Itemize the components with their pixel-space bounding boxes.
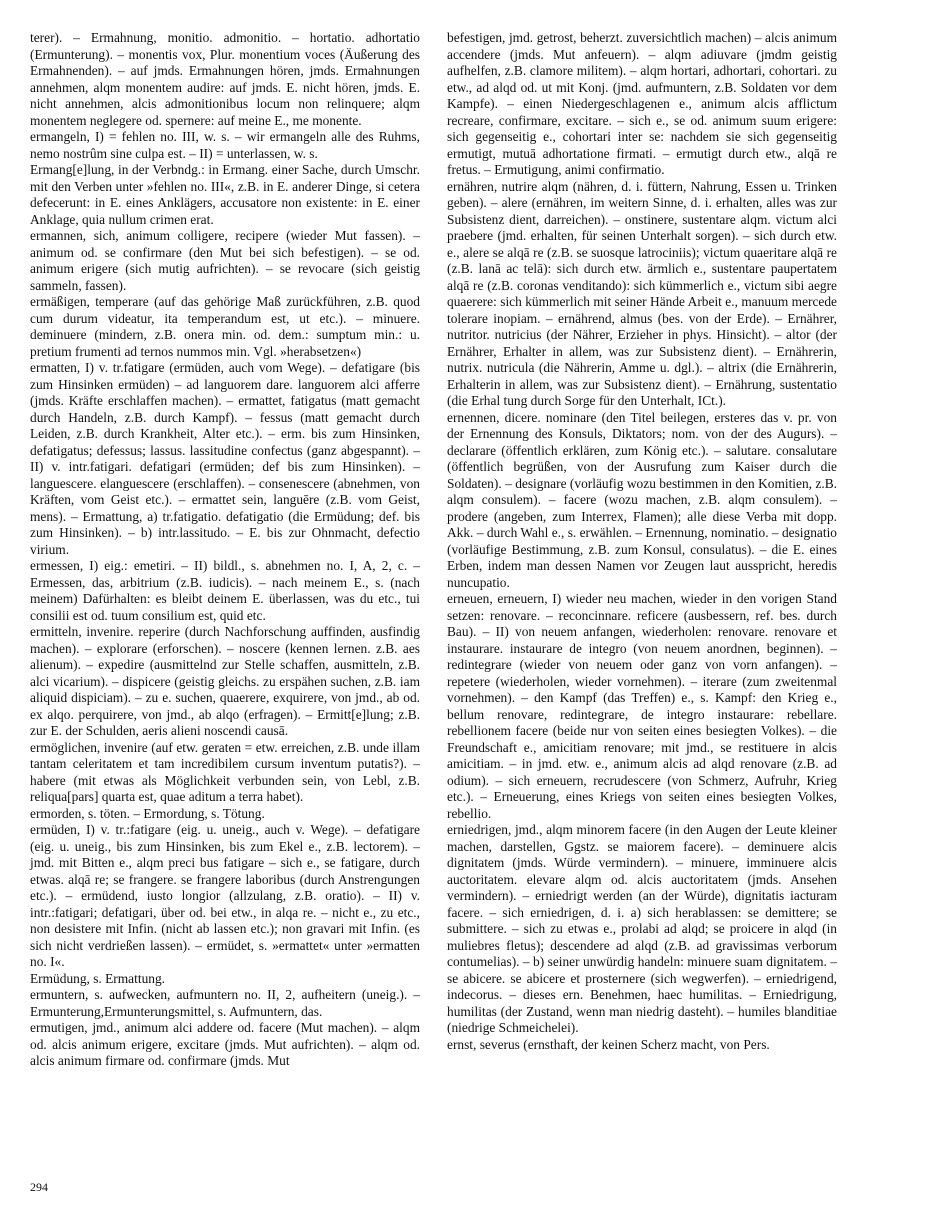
entry-ermutigen-cont: befestigen, jmd. getrost, beherzt. zuversichtlich machen) – alcis animum accendere (jmds. Mut anfeuern). – alqm adiuvare (jmdm geistig aufhelfen, z.B. clamore militem). – alqm hortari, adhortari, cohortari. zu etw., ad alqd od. ut mit Konj. (jmd. aufmuntern, z.B. Soldaten vor dem Kampfe). – einen Niedergeschlagenen e., animum alcis afflictum recreare, confirmare, excitare. – sich e., se od. animum suum erigere: sich gegenseitig e., cohortari inter se: nachdem sie sich gegenseitig ermutigt, mutuā adhortatione firmati. – ermutigt durch etw., alqā re fretus. – Ermutigung, animi confirmatio. <box>447 30 837 177</box>
entry-ernaehren: ernähren, nutrire alqm (nähren, d. i. füttern, Nahrung, Essen u. Trinken geben). – alere (ernähren, im weitern Sinne, d. i. erhalten, alles was zur Subsistenz dient, darreichen). – onstinere, sustentare alqm. victum alci praebere (jmd. erhalten, für seinen Unterhalt sorgen). – sich durch etw. e., alere se alqā re (z.B. se suosque latrociniis); victum quaeritare alqā re (z.B. lanā ac telā): sich durch etw. ärmlich e., sustentare paupertatem alqā re (z.B. coronas venditando): sich kümmerlich e., victum sibi aegre quaerere: sich kümmerlich mit seiner Hände Arbeit e., manuum mercede tolerare inopiam. – ernährend, almus (bes. von der Erde). – Ernährer, nutritor. nutricius (der Nährer, Erzieher in phys. Hinsicht). – altor (der Ernährer, Erhalter in allem, was zur Subsistenz dient). – Ernährerin, nutrix. nutricula (die Nährerin, Amme u. dgl.). – altrix (die Ernährerin, Erhalterin in allem, was zur Subsistenz dient). – Ernährung, sustentatio (die Erhal tung durch Sorge für den Unterhalt, ICt.). <box>447 178 837 408</box>
entry-ernennen: ernennen, dicere. nominare (den Titel beilegen, ersteres das v. pr. von der Ernennung des Konsuls, Diktators; nom. von der des Augurs). – declarare (öffentlich erklären, zum König etc.). – salutare. consalutare (öffentlich begrüßen, von der Ausrufung zum Kaiser durch die Soldaten). – designare (vorläufig wozu bestimmen in den Komitien, z.B. alqm consulem). – facere (wozu machen, z.B. alqm consulem). – prodere (angeben, zum Interrex, Flamen); alle diese Verba mit dopp. Akk. – durch Wahl e., s. erwählen. – Ernennung, nominatio. – designatio (vorläufige Bestimmung, z.B. zum Konsul, consulatus). – die E. eines Erben, indem man dessen Namen vor Zeugen laut ausspricht, heredis nuncupatio. <box>447 409 837 590</box>
right-column <box>447 30 837 1053</box>
entry-ermorden: ermorden, s. töten. – Ermordung, s. Tötung. <box>30 805 265 821</box>
entry-ermessen: ermessen, I) eig.: emetiri. – II) bildl., s. abnehmen no. I, A, 2, c. – Ermessen, das, arbitrium (z.B. iudicis). – nach meinem E., s. (nach meinem) Dafürhalten: es bleibt deinem E. überlassen, was du etc., tui consilii est od. tuum consilium est, quid etc. <box>30 558 420 623</box>
entry-ermatten: ermatten, I) v. tr.fatigare (ermüden, auch vom Wege). – defatigare (bis zum Hinsinken ermüden) – ad languorem dare. languorem alci afferre (jmds. Kräfte erschlaffen machen). – ermattet, fatigatus (matt gemacht durch Handeln, z.B. durch Kampf). – fessus (matt gemacht durch Leiden, z.B. durch Krankheit, Alter etc.). – erm. bis zum Hinsinken, defatigatus; defessus; lassus. lassitudine confectus (ganz abgespannt). – II) v. intr.fatigari. defatigari (ermüden; def bis zum Hinsinken). – languescere. elanguescere (erschlaffen). – consenescere (abnehmen, von Kräften, vom Geist etc.). – ermattet sein, languēre (z.B. vom Geist, mens). – Ermattung, a) tr.fatigatio. defatigatio (die Ermüdung; def. bis zum Hinsinken). – b) intr.lassitudo. – E. bis zur Ohnmacht, defectio virium. <box>30 360 420 557</box>
entry-ermoeglichen: ermöglichen, invenire (auf etw. geraten = etw. erreichen, z.B. unde illam tantam celeritatem et tam incredibilem cursum inventum putatis?). – habere (mit etwas als Möglichkeit verbunden sein, von Lebl, z.B. reliqua[pars] quarta est, quae aditum a terra habet). <box>30 739 420 804</box>
entry-ermaessigen: ermäßigen, temperare (auf das gehörige Maß zurückführen, z.B. quod cum durum videatur, ita temperandum est, ut etc.). – minuere. deminuere (mindern, z.B. onera min. od. dem.: sumptum min.: u. pretium frumenti ad ternos nummos min. Vgl. »herabsetzen«) <box>30 294 420 359</box>
entry-ermutigen: ermutigen, jmd., animum alci addere od. facere (Mut machen). – alqm od. alcis animum erigere, excitare (jmds. Mut aufrichten). – alqm od. alcis animum firmare od. confirmare (jmds. Mut <box>30 1020 420 1068</box>
entry-ermahnung: terer). – Ermahnung, monitio. admonitio. – hortatio. adhortatio (Ermunterung). – monentis vox, Plur. monentium voces (Äußerung des Ermahnenden). – auf jmds. Ermahnungen hören, jmds. Ermahnungen annehmen, alqm monentem audire: auf jmds. E. nicht hören, jmds. E. nicht annehmen, alcis admonitionibus locum non relinquere; alqm monentem neglegere od. spernere: auf meine E., me monente. <box>30 30 420 128</box>
page-number: 294 <box>30 1180 48 1194</box>
entry-ermangeln: ermangeln, I) = fehlen no. III, w. s. – wir ermangeln alle des Ruhms, nemo nostrûm sine culpa est. – II) = unterlassen, w. s. <box>30 129 420 161</box>
entry-ermitteln: ermitteln, invenire. reperire (durch Nachforschung auffinden, ausfindig machen). – explorare (erforschen). – noscere (kennen lernen. z.B. aes alienum). – expedire (ausmittelnd zur Stelle schaffen, ausmitteln, z.B. alci vicarium). – dispicere (geistig gleichs. zu erspähen suchen, z.B. iam aliquid dispiciam). – zu e. suchen, quaerere, exquirere, von jmd., ab od. ex alqo. perquirere, von jmd., ab alqo (erfragen). – Ermitt[e]lung; z.B. zur E. der Schulden, aeris alieni noscendi causā. <box>30 624 420 738</box>
entry-ermuedung: Ermüdung, s. Ermattung. <box>30 970 166 986</box>
left-column <box>30 30 420 1070</box>
entry-ermannen: ermannen, sich, animum colligere, recipere (wieder Mut fassen). – animum od. se confirmare (den Mut bei sich befestigen). – se od. animum erigere (sich mutig aufrichten). – se revocare (sich geistig sammeln, fassen). <box>30 228 420 293</box>
entry-ermuntern: ermuntern, s. aufwecken, aufmuntern no. II, 2, aufheitern (uneig.). – Ermunterung,Ermunterungsmittel, s. Aufmuntern, das. <box>30 987 420 1019</box>
entry-erniedrigen: erniedrigen, jmd., alqm minorem facere (in den Augen der Leute kleiner machen, darstellen, Ggstz. se maiorem facere). – deminuere alcis dignitatem (jmds. Würde vermindern). – minuere, imminuere alcis auctoritatem. elevare alqm od. alcis auctoritatem (jmds. Ansehen vermindern). – erniedrigt werden (an der Würde), dignitatis iacturam facere. – sich erniedrigen, d. i. a) sich herablassen: se demittere; se submittere. – sich zu etwas e., prolabi ad alqd; se proicere in alqd (in muliebres fletus); descendere ad alqd (z.B. ad gravissimas verborum contumelias). – b) seiner unwürdig handeln: minuere suam dignitatem. – se abicere. se abicere et prosternere (sich wegwerfen). – erniedrigend, indecorus. – dieses ern. Benehmen, haec humilitas. – Erniedrigung, humilitas (der Zustand, wenn man niedrig dasteht). – humiles blanditiae (niedrige Schmeichelei). <box>447 822 837 1035</box>
entry-ermangelung: Ermang[e]lung, in der Verbndg.: in Ermang. einer Sache, durch Umschr. mit den Verben unter »fehlen no. III«, z.B. in E. anderer Dinge, si cetera defecerunt: in E. eines Anklägers, accusatore non existente: in E. einer Anklage, quia nullum crimen erat. <box>30 162 420 227</box>
entry-ernst: ernst, severus (ernsthaft, der keinen Scherz macht, von Pers. <box>447 1036 770 1052</box>
entry-ermueden: ermüden, I) v. tr.:fatigare (eig. u. uneig., auch v. Wege). – defatigare (eig. u. uneig., bis zum Hinsinken, bis zum Ekel e., z.B. lectorem). – jmd. mit Bitten e., alqm preci bus fatigare – sich e., se fatigare, durch etwas. alqā re; se frangere. se frangere laboribus (durch Anstrengungen etc.). – ermüdend, iusto longior (allzulang, z.B. oratio). – II) v. intr.:fatigari; defatigari, über od. bei etw., in alqa re. – nicht e., zu etc., non desistere mit Infin. (nicht ab lassen etc.); non gravari mit Infin. (es sich nicht verdrießen lassen). – ermüdet, s. »ermattet« unter »ermatten no. I«. <box>30 822 420 969</box>
entry-erneuern: erneuen, erneuern, I) wieder neu machen, wieder in den vorigen Stand setzen: renovare. – reconcinnare. reficere (ausbessern, ref. bes. durch Bau). – II) von neuem anfangen, wiederholen: renovare. renovare et instaurare. instaurare de integro (von neuem anordnen, beginnen). – redintegrare (wieder von neuem oder ganz von vorn anfangen). – repetere (wiederholen, wieder vornehmen). – iterare (zum zweitenmal vornehmen). – den Kampf (das Treffen) e., s. Kampf: den Krieg e., bellum renovare, redintegrare, de integro instaurare: rebellare. rebellionem facere (beide nur von seiten eines besiegten Volkes). – die Freundschaft e., amicitiam renovare; mit jmd., se restituere in alcis amicitiam. – in jmd. etw. e., animum alcis ad alqd renovare (z.B. ad odium). – sich erneuern, recrudescere (von Schmerz, Aufruhr, Krieg etc.). – Erneuerung, eines Kriegs von seiten eines besiegten Volkes, rebellio. <box>447 591 837 821</box>
